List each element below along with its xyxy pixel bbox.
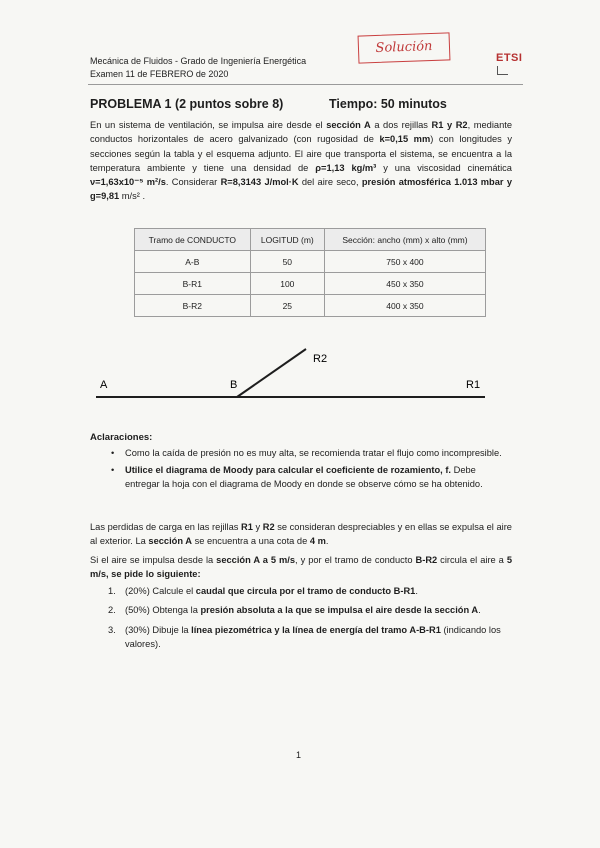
text: . bbox=[415, 586, 418, 596]
text: Como la caída de presión no es muy alta, se recomienda tratar el flujo como incompresible. bbox=[125, 448, 502, 458]
questions-list bbox=[108, 584, 513, 656]
text: a dos rejillas bbox=[370, 120, 432, 130]
problem-title: PROBLEMA 1 (2 puntos sobre 8) bbox=[90, 97, 284, 111]
losses-paragraph bbox=[90, 520, 512, 549]
question-item bbox=[108, 584, 513, 598]
table-cell: 100 bbox=[250, 273, 324, 295]
table-row bbox=[135, 273, 486, 295]
text: del aire seco, bbox=[298, 177, 362, 188]
table-header-row bbox=[135, 229, 486, 251]
bullet-icon: • bbox=[111, 465, 115, 475]
text-bold: sección A bbox=[148, 536, 192, 547]
page-number: 1 bbox=[296, 750, 302, 760]
text: . bbox=[325, 536, 329, 547]
text-bold: ν=1,63x10⁻⁵ m²/s bbox=[90, 177, 166, 188]
text-bold: caudal que circula por el tramo de conducto B-R1 bbox=[195, 586, 416, 596]
course-name: Mecánica de Fluidos - Grado de Ingeniería Energética bbox=[90, 56, 307, 66]
text: ) con longitudes y secciones según la tabla y el esquema adjunto. El aire que transporta el sistema, se encuentra a la temperatura ambiente y tiene una densidad de bbox=[90, 134, 513, 173]
text: Si el aire se impulsa desde la bbox=[90, 555, 217, 565]
table-cell: B-R1 bbox=[135, 273, 251, 295]
bullet-icon: • bbox=[111, 448, 115, 458]
text: y una viscosidad cinemática bbox=[376, 162, 512, 173]
table-cell: 450 x 350 bbox=[324, 273, 485, 295]
branch-duct-line bbox=[237, 349, 306, 397]
table-header: Tramo de CONDUCTO bbox=[135, 229, 251, 251]
exam-header bbox=[90, 55, 306, 81]
table-header: Sección: ancho (mm) x alto (mm) bbox=[324, 229, 485, 251]
text: se consideran despreciables y en ellas se expulsa el aire al exterior. La bbox=[90, 522, 512, 547]
text-bold: R2 bbox=[262, 522, 275, 532]
duct-schematic bbox=[96, 346, 496, 401]
header-divider bbox=[88, 84, 523, 85]
text: . bbox=[478, 605, 481, 616]
text-bold: sección A bbox=[326, 120, 371, 130]
clarifications-heading: Aclaraciones: bbox=[90, 432, 153, 443]
question-number: 1. bbox=[108, 586, 116, 596]
label-r1: R1 bbox=[466, 379, 481, 391]
text-bold: k=0,15 mm bbox=[379, 134, 431, 145]
label-a: A bbox=[100, 379, 108, 391]
text-bold: R1 y R2 bbox=[431, 120, 468, 130]
text: (20%) Calcule el bbox=[125, 586, 196, 596]
clarifications-list bbox=[108, 446, 513, 494]
list-item bbox=[108, 463, 513, 491]
text-bold: 5 m/s, se pide lo siguiente: bbox=[90, 555, 512, 580]
text: m/s² . bbox=[119, 191, 146, 202]
label-r2: R2 bbox=[313, 353, 328, 365]
table-row bbox=[135, 251, 486, 273]
question-number: 3. bbox=[108, 624, 116, 635]
list-item bbox=[108, 446, 513, 460]
text: (indicando los valores). bbox=[125, 624, 501, 649]
text-bold: R=8,3143 J/mol·K bbox=[220, 177, 299, 188]
table-header: LOGITUD (m) bbox=[250, 229, 324, 251]
text: circula el aire a bbox=[437, 555, 507, 565]
text: . Considerar bbox=[165, 177, 221, 188]
table-cell: 25 bbox=[250, 295, 324, 317]
text: se encuentra a una cota de bbox=[191, 536, 310, 547]
conditions-paragraph bbox=[90, 553, 512, 582]
duct-table bbox=[134, 228, 486, 317]
text-bold: sección A a 5 m/s bbox=[216, 555, 296, 565]
table-row bbox=[135, 295, 486, 317]
label-b: B bbox=[230, 379, 238, 391]
table-cell: B-R2 bbox=[135, 295, 251, 317]
table-cell: A-B bbox=[135, 251, 251, 273]
text-bold: B-R2 bbox=[415, 555, 438, 565]
question-number: 2. bbox=[108, 605, 116, 616]
text: En un sistema de ventilación, se impulsa aire desde el bbox=[90, 120, 327, 130]
text: , mediante conductos horizontales de acero galvanizado (con rugosidad de bbox=[90, 120, 513, 145]
table-cell: 50 bbox=[250, 251, 324, 273]
text-bold: ρ=1,13 kg/m³ bbox=[315, 162, 377, 173]
question-item bbox=[108, 603, 513, 617]
text: (30%) Dibuje la bbox=[125, 624, 192, 635]
text: Las perdidas de carga en las rejillas bbox=[90, 522, 241, 532]
text: , y por el tramo de conducto bbox=[295, 555, 416, 565]
solution-stamp: Solución bbox=[358, 32, 451, 63]
text: y bbox=[252, 522, 263, 532]
table-cell: 750 x 400 bbox=[324, 251, 485, 273]
problem-time: Tiempo: 50 minutos bbox=[329, 97, 447, 111]
text-bold: R1 bbox=[241, 522, 253, 532]
text: Debe entregar la hoja con el diagrama de Moody en donde se observe cómo se ha obtenido. bbox=[125, 465, 483, 489]
table-cell: 400 x 350 bbox=[324, 295, 485, 317]
etsi-logo-text: ETSI bbox=[496, 52, 523, 64]
etsi-logo-icon bbox=[497, 66, 508, 75]
text-bold: Utilice el diagrama de Moody para calcular el coeficiente de rozamiento, f. bbox=[125, 465, 452, 475]
problem-statement bbox=[90, 118, 512, 204]
text: (50%) Obtenga la bbox=[125, 605, 201, 616]
exam-date: Examen 11 de FEBRERO de 2020 bbox=[90, 69, 229, 79]
text-bold: 4 m bbox=[309, 536, 326, 547]
text-bold: presión atmosférica 1.013 mbar y g=9,81 bbox=[90, 177, 512, 202]
question-item bbox=[108, 623, 513, 652]
text-bold: línea piezométrica y la línea de energía del tramo A-B-R1 bbox=[191, 624, 441, 635]
text-bold: presión absoluta a la que se impulsa el aire desde la sección A bbox=[200, 605, 479, 616]
